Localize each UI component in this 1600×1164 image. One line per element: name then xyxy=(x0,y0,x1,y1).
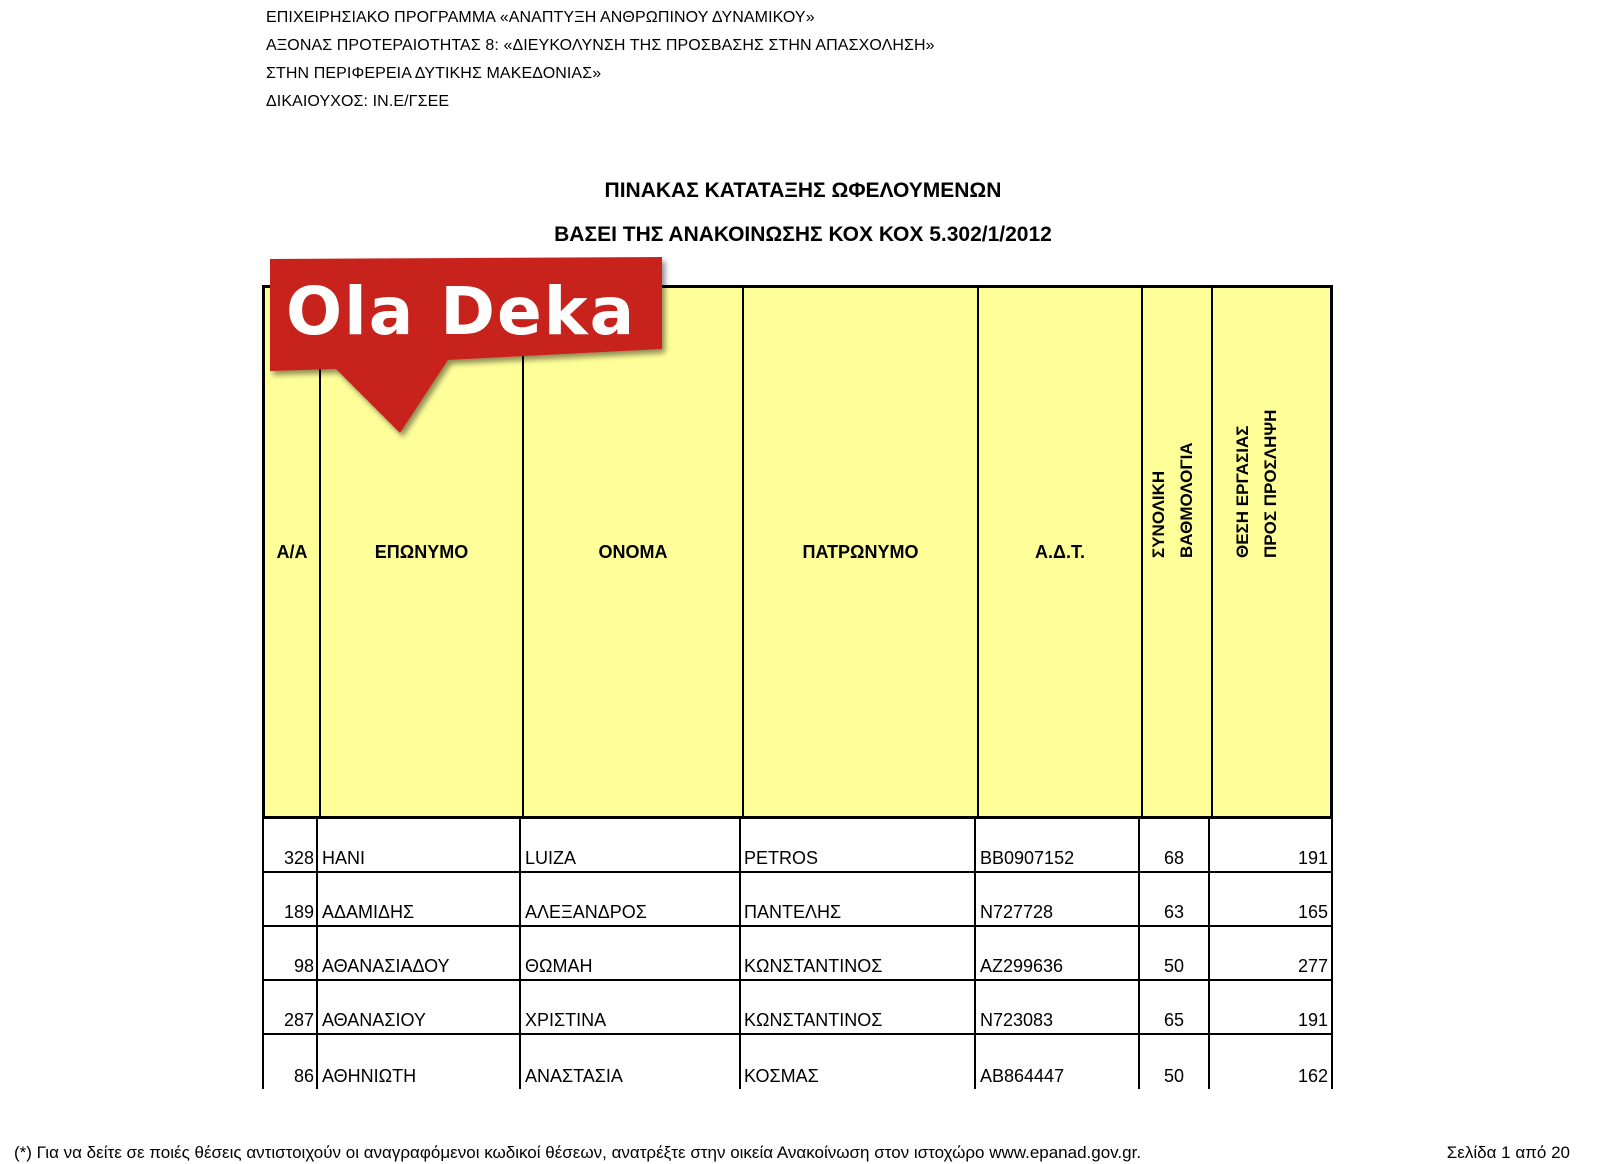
cell-score: 50 xyxy=(1163,1066,1185,1086)
cell-surname: HANI xyxy=(322,848,366,868)
cell-patronym: ΚΩΝΣΤΑΝΤΙΝΟΣ xyxy=(744,1010,883,1030)
header-line-2: ΑΞΟΝΑΣ ΠΡΟΤΕΡΑΙΟΤΗΤΑΣ 8: «ΔΙΕΥΚΟΛΥΝΣΗ ΤΗΣ ΠΡΟΣΒΑΣΗΣ ΣΤΗΝ ΑΠΑΣΧΟΛΗΣΗ» xyxy=(266,37,935,54)
cell-aa: 86 xyxy=(293,1066,314,1086)
col-header-aa: Α/Α xyxy=(276,541,308,562)
cell-aa: 328 xyxy=(283,848,314,868)
cell-aa: 287 xyxy=(283,1010,314,1030)
cell-name: ΘΩΜΑΗ xyxy=(525,956,593,976)
cell-patronym: ΠΑΝΤΕΛΗΣ xyxy=(744,902,842,922)
ola-deka-watermark-logo xyxy=(270,257,670,449)
table-row xyxy=(262,927,1333,981)
cell-position: 191 xyxy=(1297,1010,1328,1030)
col-header-name: ΟΝΟΜΑ xyxy=(598,541,668,562)
cell-adt: ΑΒ864447 xyxy=(980,1066,1065,1086)
table-title: ΠΙΝΑΚΑΣ ΚΑΤΑΤΑΞΗΣ ΩΦΕΛΟΥΜΕΝΩΝ xyxy=(604,179,1002,202)
cell-name: ΑΛΕΞΑΝΔΡΟΣ xyxy=(525,902,647,922)
page-number: Σελίδα 1 από 20 xyxy=(1446,1143,1570,1162)
header-line-3: ΣΤΗΝ ΠΕΡΙΦΕΡΕΙΑ ΔΥΤΙΚΗΣ ΜΑΚΕΔΟΝΙΑΣ» xyxy=(266,65,602,82)
cell-aa: 98 xyxy=(293,956,314,976)
cell-score: 63 xyxy=(1163,902,1185,922)
header-line-1: ΕΠΙΧΕΙΡΗΣΙΑΚΟ ΠΡΟΓΡΑΜΜΑ «ΑΝΑΠΤΥΞΗ ΑΝΘΡΩΠΙΝΟΥ ΔΥΝΑΜΙΚΟΥ» xyxy=(266,9,815,26)
cell-adt: Ν723083 xyxy=(980,1010,1054,1030)
table-row xyxy=(262,1035,1333,1089)
cell-surname: ΑΘΑΝΑΣΙΟΥ xyxy=(322,1010,426,1030)
cell-position: 277 xyxy=(1297,956,1328,976)
header-line-4: ΔΙΚΑΙΟΥΧΟΣ: ΙΝ.Ε/ΓΣΕΕ xyxy=(266,93,450,110)
cell-patronym: PETROS xyxy=(744,848,819,868)
cell-name: ΧΡΙΣΤΙΝΑ xyxy=(525,1010,607,1030)
col-header-position-line2: ΠΡΟΣ ΠΡΟΣΛΗΨΗ xyxy=(1261,409,1280,558)
table-subtitle: ΒΑΣΕΙ ΤΗΣ ΑΝΑΚΟΙΝΩΣΗΣ ΚΟΧ ΚΟΧ 5.302/1/2012 xyxy=(554,223,1052,246)
cell-patronym: ΚΟΣΜΑΣ xyxy=(744,1066,819,1086)
cell-aa: 189 xyxy=(283,902,314,922)
col-header-position-line1: ΘΕΣΗ ΕΡΓΑΣΙΑΣ xyxy=(1233,425,1252,558)
cell-position: 191 xyxy=(1297,848,1328,868)
col-header-score-line2: ΒΑΘΜΟΛΟΓΙΑ xyxy=(1177,442,1196,558)
col-header-surname: ΕΠΩΝΥΜΟ xyxy=(374,541,469,562)
cell-patronym: ΚΩΝΣΤΑΝΤΙΝΟΣ xyxy=(744,956,883,976)
cell-position: 162 xyxy=(1297,1066,1328,1086)
watermark-text: Ola Deka xyxy=(286,273,637,350)
table-row xyxy=(262,981,1333,1035)
cell-name: LUIZA xyxy=(525,848,577,868)
col-header-score-line1: ΣΥΝΟΛΙΚΗ xyxy=(1149,470,1168,558)
cell-score: 50 xyxy=(1163,956,1185,976)
cell-surname: ΑΘΗΝΙΩΤΗ xyxy=(322,1066,417,1086)
cell-adt: BB0907152 xyxy=(980,848,1075,868)
table-row xyxy=(262,873,1333,927)
cell-surname: ΑΘΑΝΑΣΙΑΔΟΥ xyxy=(322,956,450,976)
cell-surname: ΑΔΑΜΙΔΗΣ xyxy=(322,902,415,922)
cell-name: ΑΝΑΣΤΑΣΙΑ xyxy=(525,1066,623,1086)
document-header xyxy=(266,4,935,116)
footer-note: (*) Για να δείτε σε ποιές θέσεις αντιστοιχούν οι αναγραφόμενοι κωδικοί θέσεων, ανατρέξτε στην οικεία Ανακοίνωση στον ιστοχώρο www.epanad.gov.gr. xyxy=(14,1143,1142,1162)
col-header-adt: Α.Δ.Τ. xyxy=(1035,541,1085,562)
table-row xyxy=(262,819,1333,873)
cell-position: 165 xyxy=(1297,902,1328,922)
cell-score: 68 xyxy=(1163,848,1185,868)
col-header-patronym: ΠΑΤΡΩΝΥΜΟ xyxy=(802,541,919,562)
cell-adt: ΑΖ299636 xyxy=(980,956,1064,976)
cell-adt: Ν727728 xyxy=(980,902,1054,922)
cell-score: 65 xyxy=(1163,1010,1185,1030)
